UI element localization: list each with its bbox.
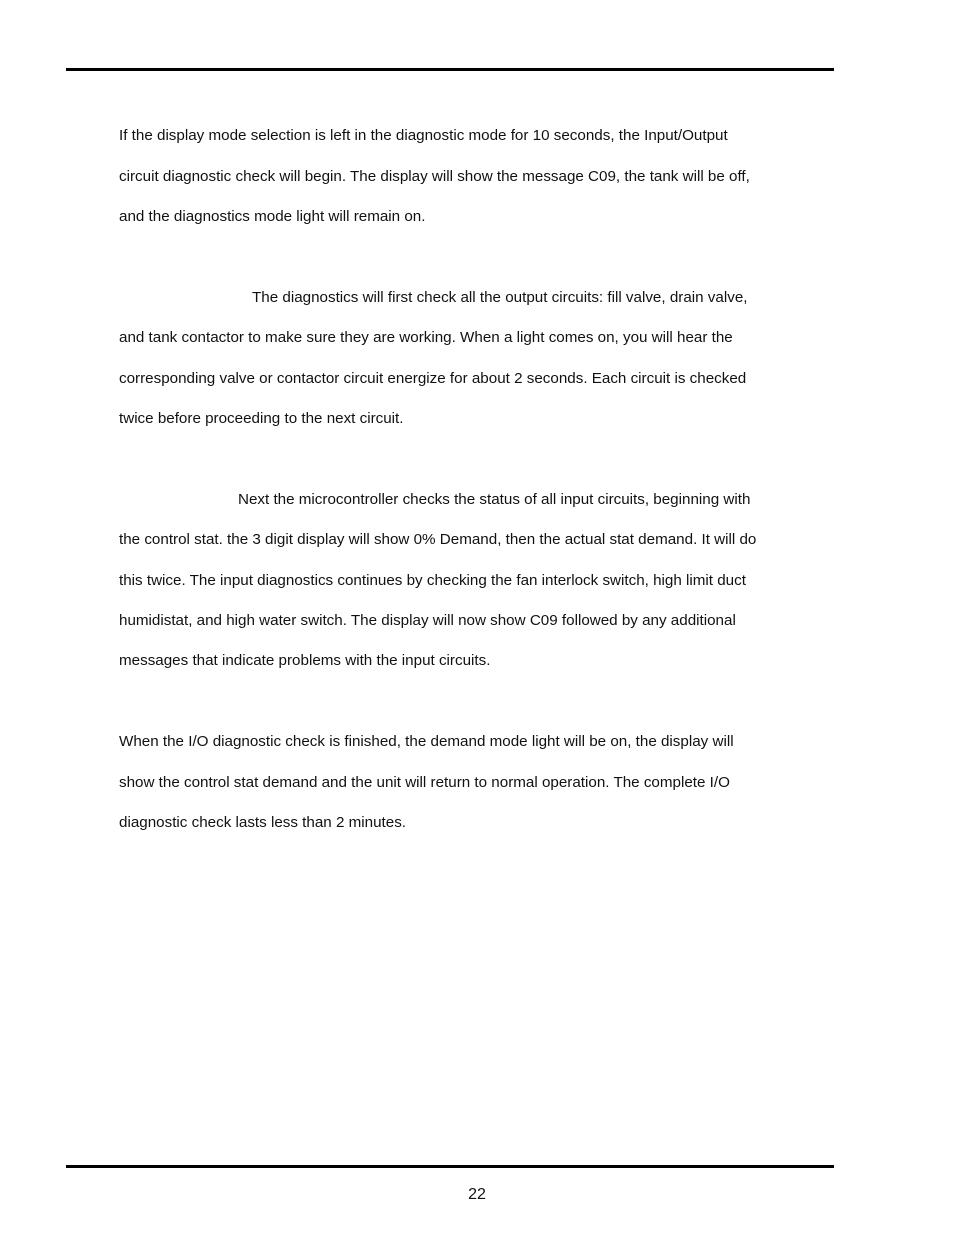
paragraph-input-circuits	[119, 470, 839, 692]
page-number: 22	[468, 1186, 486, 1203]
footer-rule	[66, 1165, 834, 1168]
paragraph-io-diagnostic-intro	[119, 106, 839, 247]
text-line: messages that indicate problems with the input circuits.	[119, 652, 491, 670]
text-line: corresponding valve or contactor circuit energize for about 2 seconds. Each circuit is checked	[119, 369, 747, 387]
text-line: humidistat, and high water switch. The display will now show C09 followed by any additional	[119, 612, 736, 630]
text-line: When the I/O diagnostic check is finished, the demand mode light will be on, the display will	[119, 733, 734, 751]
text-line: the control stat. the 3 digit display will show 0% Demand, then the actual stat demand. It will do	[119, 531, 757, 549]
text-line: this twice. The input diagnostics continues by checking the fan interlock switch, high limit duct	[119, 571, 746, 589]
paragraph-output-circuits	[119, 268, 839, 450]
header-rule	[66, 68, 834, 71]
text-line: diagnostic check lasts less than 2 minutes.	[119, 814, 407, 832]
text-line: and tank contactor to make sure they are working. When a light comes on, you will hear the	[119, 329, 733, 347]
text-line: circuit diagnostic check will begin. The display will show the message C09, the tank will be off,	[119, 167, 750, 185]
text-line: Next the microcontroller checks the status of all input circuits, beginning with	[238, 490, 751, 508]
text-line: and the diagnostics mode light will remain on.	[119, 208, 426, 226]
document-body	[119, 106, 839, 874]
text-line: show the control stat demand and the unit will return to normal operation. The complete I/O	[119, 773, 730, 791]
text-line: If the display mode selection is left in the diagnostic mode for 10 seconds, the Input/Output	[119, 127, 728, 145]
text-line: The diagnostics will first check all the output circuits: fill valve, drain valve,	[252, 288, 748, 306]
text-line: twice before proceeding to the next circuit.	[119, 410, 404, 428]
paragraph-check-finished	[119, 712, 839, 853]
